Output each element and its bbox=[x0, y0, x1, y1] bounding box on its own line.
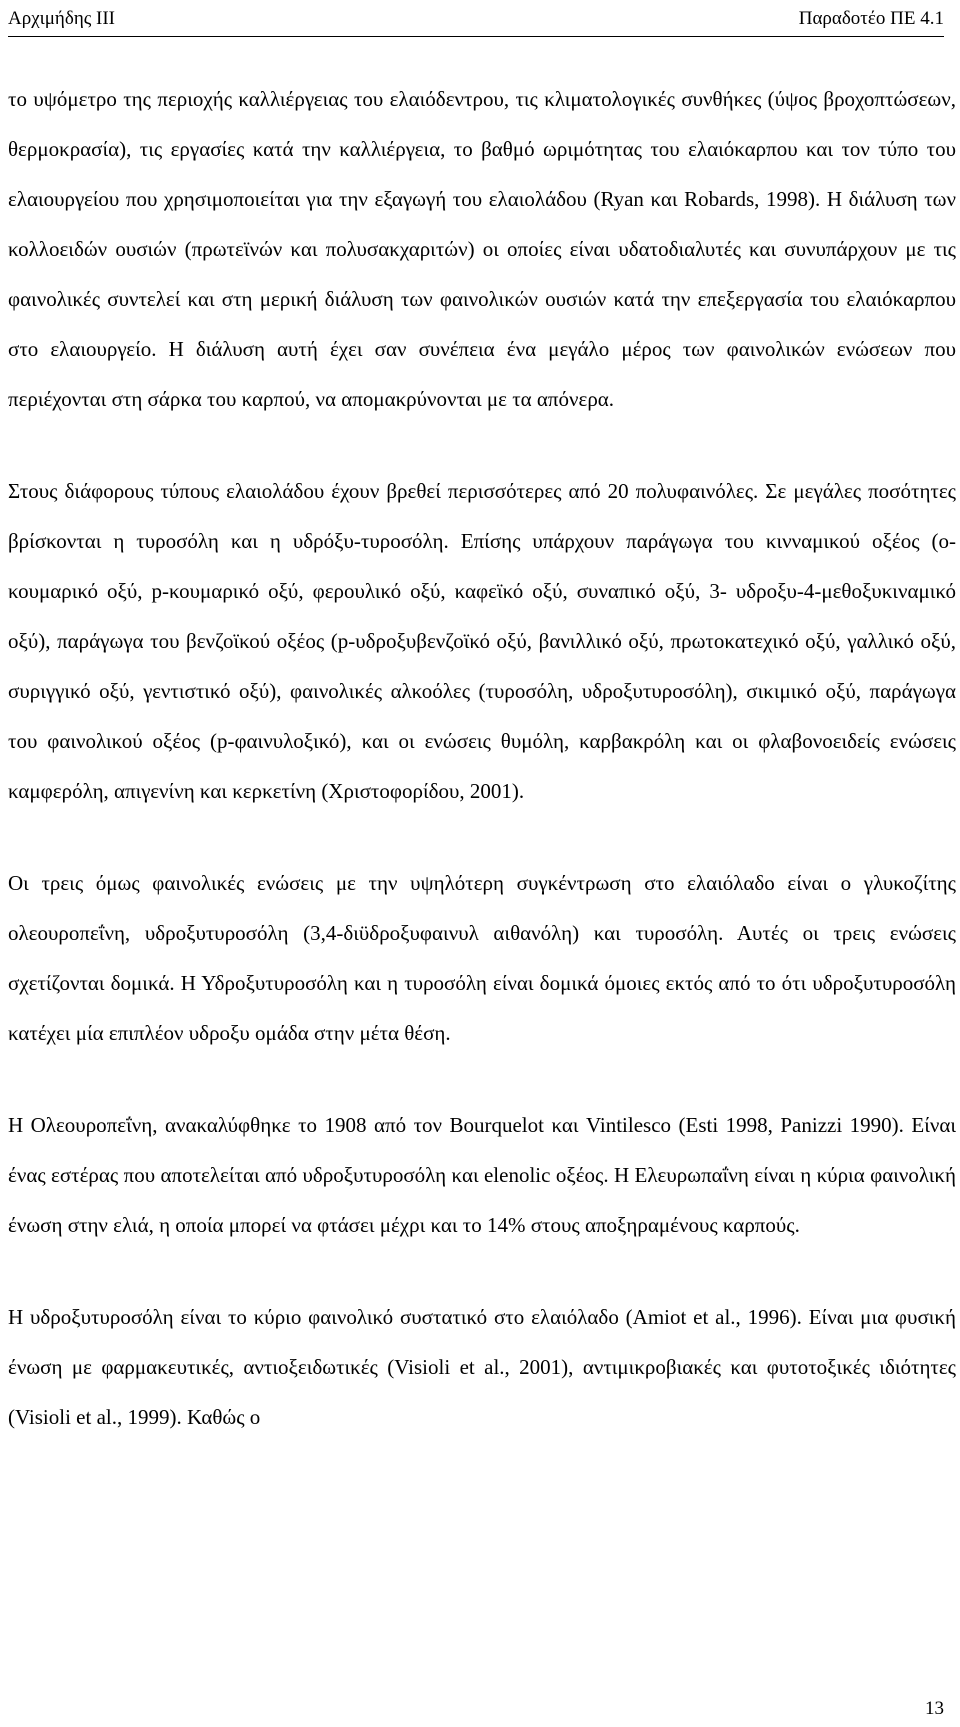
paragraph-polyphenols-list: Στους διάφορους τύπους ελαιολάδου έχουν βρεθεί περισσότερες από 20 πολυφαινόλες. Σε μεγάλες ποσότητες βρίσκονται η τυροσόλη και η υδρόξυ-τυροσόλη. Επίσης υπάρχουν παράγωγα του κινναμικού οξέος (ο-κουμαρικό οξύ, p-κουμαρικό οξύ, φερουλικό οξύ, καφεϊκό οξύ, συναπικό οξύ, 3- υδροξυ-4-μεθοξυκιναμικό οξύ), παράγωγα του βενζοϊκού οξέος (p-υδροξυβενζοϊκό οξύ, βανιλλικό οξύ, πρωτοκατεχικό οξύ, γαλλικό οξύ, συριγγικό οξύ, γεντιστικό οξύ), φαινολικές αλκοόλες (τυροσόλη, υδροξυτυροσόλη), σικιμικό οξύ, παράγωγα του φαινολικού οξέος (p-φαινυλοξικό), και οι ενώσεις θυμόλη, καρβακρόλη και οι φλαβονοειδείς ενώσεις καμφερόλη, απιγενίνη και κερκετίνη (Χριστοφορίδου, 2001). bbox=[8, 479, 956, 803]
header-project-title: Αρχιμήδης ΙΙΙ bbox=[8, 8, 116, 29]
paragraph-phenolic-dissolution: το υψόμετρο της περιοχής καλλιέργειας του ελαιόδεντρου, τις κλιματολογικές συνθήκες (ύψος βροχοπτώσεων, θερμοκρασία), τις εργασίες κατά την καλλιέργεια, το βαθμό ωριμότητας του ελαιόκαρπου και τον τύπο του ελαιουργείου που χρησιμοποιείται για την εξαγωγή του ελαιολάδου (Ryan και Robards, 1998). Η διάλυση των κολλοειδών ουσιών (πρωτεϊνών και πολυσακχαριτών) οι οποίες είναι υδατοδιαλυτές και συνυπάρχουν με τις φαινολικές συντελεί και στη μερική διάλυση των φαινολικών ουσιών κατά την επεξεργασία του ελαιόκαρπου στο ελαιουργείο. Η διάλυση αυτή έχει σαν συνέπεια ένα μεγάλο μέρος των φαινολικών ενώσεων που περιέχονται στη σάρκα του καρπού, να απομακρύνονται με τα απόνερα. bbox=[8, 87, 956, 411]
page-header bbox=[8, 6, 944, 32]
header-divider bbox=[8, 36, 944, 37]
paragraph-main-phenolic-compounds: Οι τρεις όμως φαινολικές ενώσεις με την υψηλότερη συγκέντρωση στο ελαιόλαδο είναι ο γλυκοζίτης ολεουροπεΐνη, υδροξυτυροσόλη (3,4-διϋδροξυφαινυλ αιθανόλη) και τυροσόλη. Αυτές οι τρεις ενώσεις σχετίζονται δομικά. Η Υδροξυτυροσόλη και η τυροσόλη είναι δομικά όμοιες εκτός από το ότι υδροξυτυροσόλη κατέχει μία επιπλέον υδροξυ ομάδα στην μέτα θέση. bbox=[8, 871, 956, 1045]
header-deliverable: Παραδοτέο ΠΕ 4.1 bbox=[798, 8, 944, 29]
document-body bbox=[8, 74, 956, 1484]
paragraph-oleuropein: Η Ολεουροπεΐνη, ανακαλύφθηκε το 1908 από τον Bourquelot και Vintilesco (Esti 1998, Panizzi 1990). Είναι ένας εστέρας που αποτελείται από υδροξυτυροσόλη και elenolic οξέος. Η Ελευρωπαΐνη είναι η κύρια φαινολική ένωση στην ελιά, η οποία μπορεί να φτάσει μέχρι και το 14% στους αποξηραμένους καρπούς. bbox=[8, 1113, 956, 1237]
page-number: 13 bbox=[925, 1698, 944, 1719]
paragraph-hydroxytyrosol: Η υδροξυτυροσόλη είναι το κύριο φαινολικό συστατικό στο ελαιόλαδο (Amiot et al., 1996). Είναι μια φυσική ένωση με φαρμακευτικές, αντιοξειδωτικές (Visioli et al., 2001), αντιμικροβιακές και φυτοτοξικές ιδιότητες (Visioli et al., 1999). Καθώς ο bbox=[8, 1305, 956, 1429]
